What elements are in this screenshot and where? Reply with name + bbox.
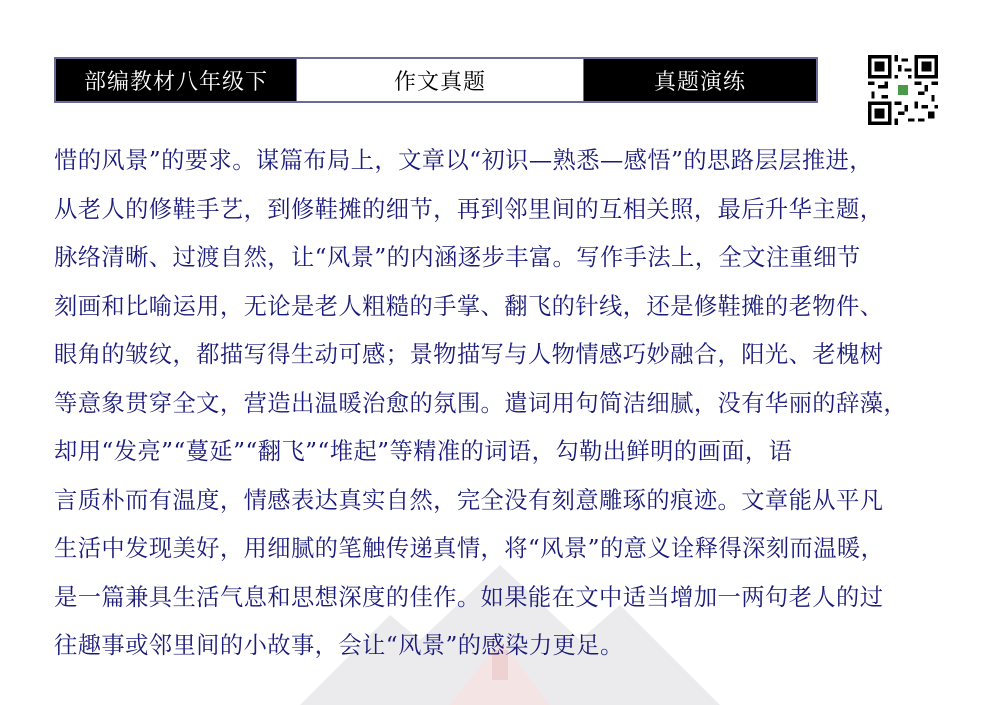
- article-line: 是一篇兼具生活气息和思想深度的佳作。如果能在文中适当增加一两句老人的过: [54, 583, 884, 611]
- article-line: 脉络清晰、过渡自然，让“风景”的内涵逐步丰富。写作手法上，全文注重细节: [54, 244, 861, 271]
- practice-label: 真题演练: [584, 59, 816, 101]
- section-title: 作文真题: [296, 59, 584, 101]
- qr-code-icon[interactable]: [868, 55, 938, 125]
- article-line: 刻画和比喻运用，无论是老人粗糙的手掌、翻飞的针线，还是修鞋摊的老物件、: [54, 292, 884, 320]
- header-bar: [54, 57, 818, 103]
- article-body: [54, 137, 944, 671]
- article-line: 眼角的皱纹，都描写得生动可感；景物描写与人物情感巧妙融合，阳光、老槐树: [54, 341, 884, 368]
- article-line: 从老人的修鞋手艺，到修鞋摊的细节，再到邻里间的互相关照，最后升华主题，: [54, 195, 884, 223]
- article-line: 生活中发现美好，用细腻的笔触传递真情，将“风景”的意义诠释得深刻而温暖，: [54, 535, 885, 562]
- textbook-label: 部编教材八年级下: [56, 59, 296, 101]
- article-line: 惜的风景”的要求。谋篇布局上，文章以“初识—熟悉—感悟”的思路层层推进，: [54, 147, 873, 174]
- article-line: 言质朴而有温度，情感表达真实自然，完全没有刻意雕琢的痕迹。文章能从平凡: [54, 486, 884, 514]
- article-line: 往趣事或邻里间的小故事，会让“风景”的感染力更足。: [54, 632, 624, 659]
- article-line: 等意象贯穿全文，营造出温暖治愈的氛围。遣词用句简洁细腻，没有华丽的辞藻，: [54, 389, 908, 417]
- article-line: 却用“发亮”“蔓延”“翻飞”“堆起”等精准的词语，勾勒出鲜明的画面，语: [54, 438, 793, 465]
